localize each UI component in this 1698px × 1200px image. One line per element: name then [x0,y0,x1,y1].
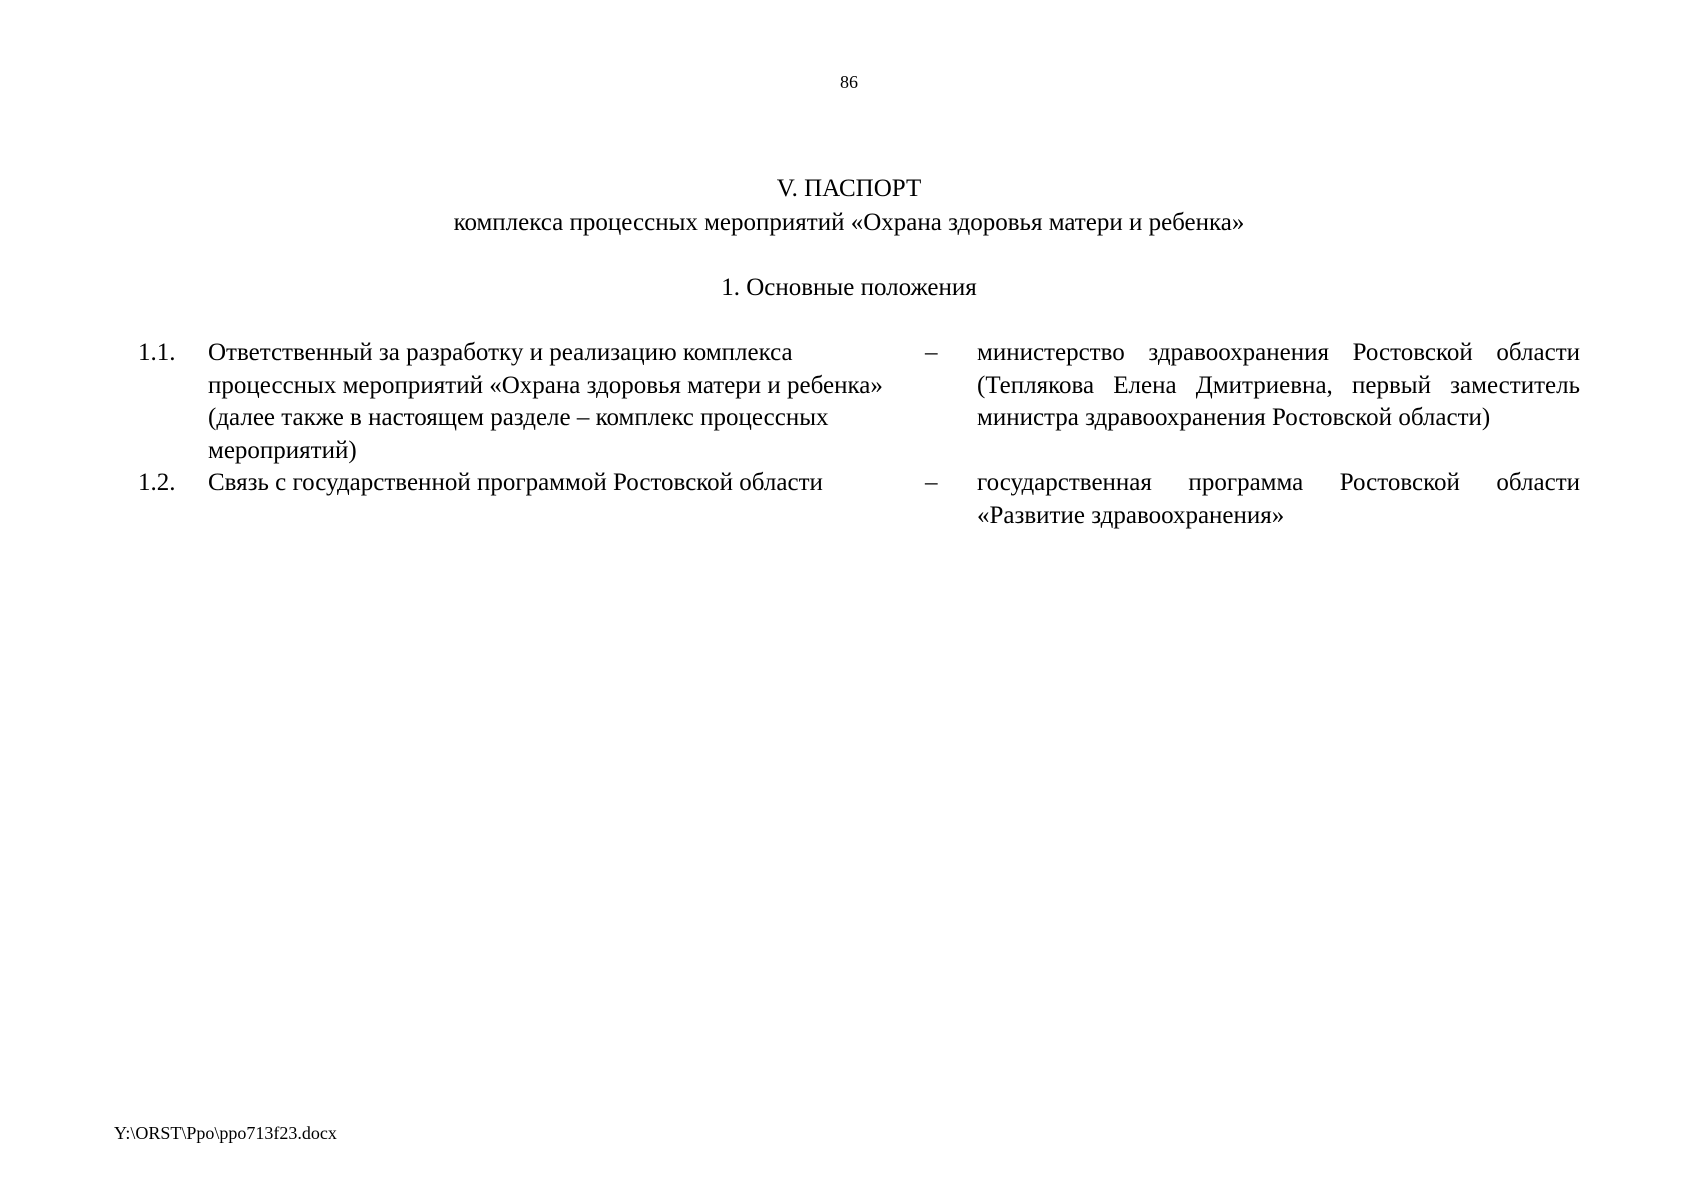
item-dash: – [925,469,938,496]
file-path-footer: Y:\ORST\Ppo\ppo713f23.docx [114,1123,337,1143]
list-item [0,337,1698,467]
item-number: 1.2. [138,469,176,496]
item-number: 1.1. [138,339,176,366]
list-item [0,467,1698,537]
item-value: государственная программа Ростовской области «Развитие здравоохранения» [977,469,1580,529]
page-number: 86 [840,72,858,92]
item-dash: – [925,339,938,366]
provisions-list [0,337,1698,537]
item-value: министерство здравоохранения Ростовской области (Теплякова Елена Дмитриевна, первый заместитель министра здравоохранения Ростовской области) [977,339,1580,431]
item-label: Ответственный за разработку и реализацию комплекса процессных мероприятий «Охрана здоровья матери и ребенка» (далее также в настоящем разделе – комплекс процессных мероприятий) [208,339,883,464]
section-title: V. ПАСПОРТ [776,175,922,202]
item-label: Связь с государственной программой Ростовской области [208,469,823,496]
subsection-heading: 1. Основные положения [721,274,977,301]
section-subtitle: комплекса процессных мероприятий «Охрана здоровья матери и ребенка» [453,209,1245,236]
